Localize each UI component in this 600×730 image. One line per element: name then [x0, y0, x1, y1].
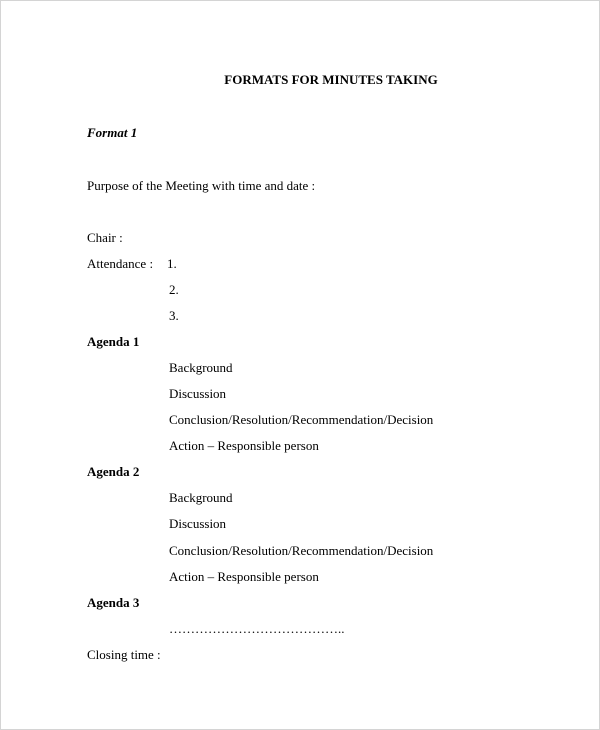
- agenda-2-conclusion: Conclusion/Resolution/Recommendation/Decision: [169, 543, 434, 558]
- attendance-item-2: 2.: [169, 282, 179, 297]
- format-heading: Format 1: [87, 125, 138, 140]
- agenda-1-background: Background: [169, 360, 233, 375]
- agenda-3-placeholder: …………………………………..: [169, 621, 345, 636]
- agenda-2-heading: Agenda 2: [87, 464, 140, 479]
- agenda-2-background: Background: [169, 490, 233, 505]
- agenda-1-discussion: Discussion: [169, 386, 227, 401]
- agenda-1-heading: Agenda 1: [87, 334, 140, 349]
- attendance-item-3: 3.: [169, 308, 179, 323]
- agenda-1-conclusion: Conclusion/Resolution/Recommendation/Decision: [169, 412, 434, 427]
- attendance-item-1: 1.: [167, 256, 177, 271]
- agenda-2-discussion: Discussion: [169, 516, 227, 531]
- closing-time-line: Closing time :: [87, 647, 161, 662]
- document-title: FORMATS FOR MINUTES TAKING: [224, 72, 438, 87]
- chair-line: Chair :: [87, 230, 123, 245]
- attendance-label: Attendance :: [87, 256, 154, 271]
- agenda-2-action: Action – Responsible person: [169, 569, 319, 584]
- agenda-3-heading: Agenda 3: [87, 595, 140, 610]
- agenda-1-action: Action – Responsible person: [169, 438, 319, 453]
- purpose-line: Purpose of the Meeting with time and date :: [87, 178, 316, 193]
